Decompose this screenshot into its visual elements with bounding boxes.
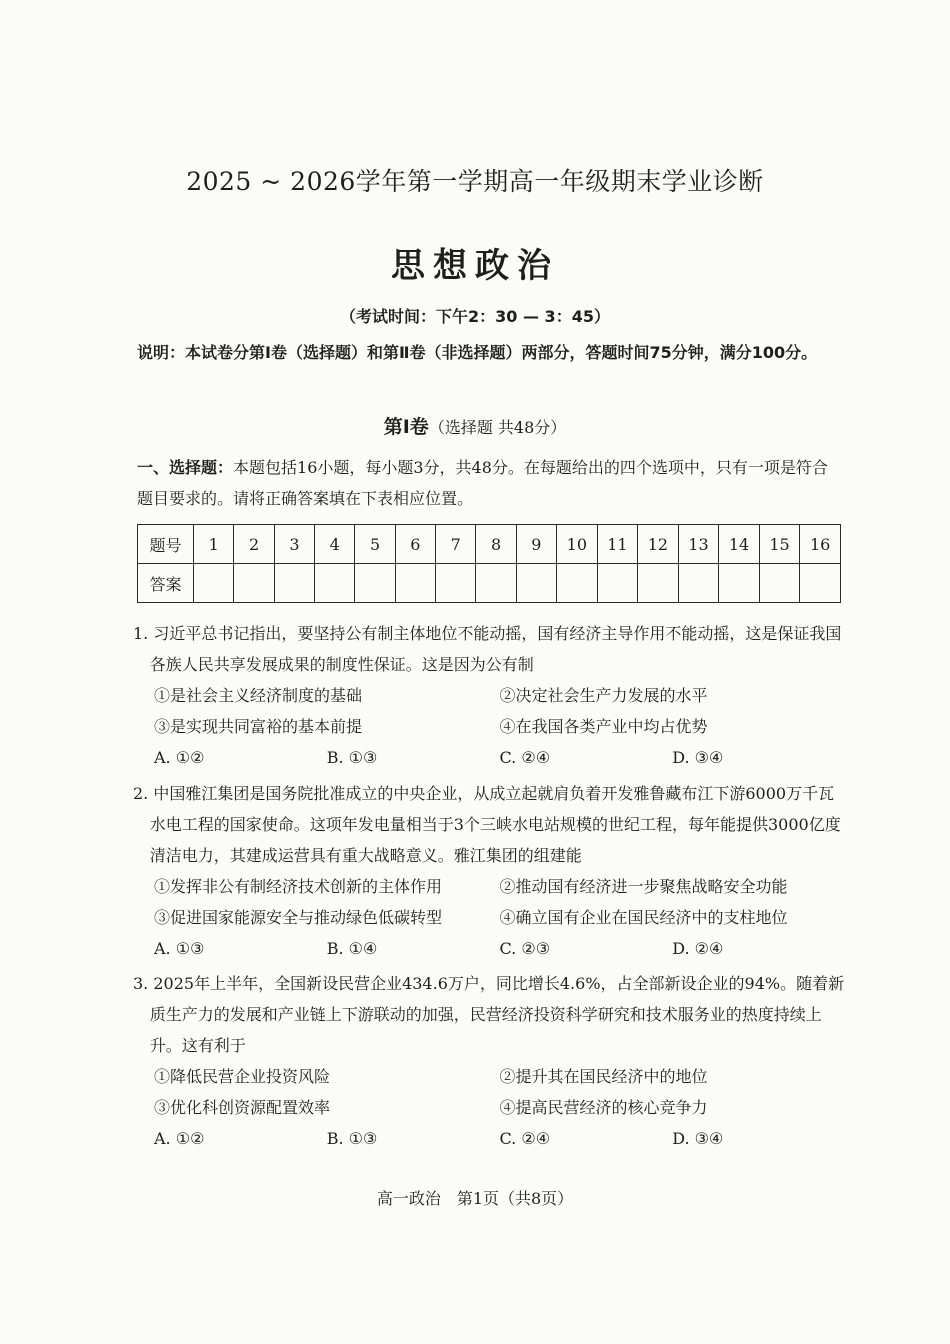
question-number-cell: 4 bbox=[315, 525, 355, 564]
choice-b[interactable]: B. ①④ bbox=[326, 939, 378, 958]
statement-options bbox=[133, 871, 845, 933]
answer-cell[interactable] bbox=[557, 564, 598, 603]
statement-option: ③促进国家能源安全与推动绿色低碳转型 bbox=[154, 908, 443, 927]
choice-c[interactable]: C. ②③ bbox=[499, 939, 551, 958]
question-2 bbox=[133, 778, 845, 964]
answer-cell[interactable] bbox=[800, 564, 841, 603]
question-stem: 3. 2025年上半年，全国新设民营企业434.6万户，同比增长4.6%，占全部新设企业的94%。随着新质生产力的发展和产业链上下游联动的加强，民营经济投资科学研究和技术服务业的热度持续上升。这有利于 bbox=[133, 974, 845, 1055]
choice-a[interactable]: A. ①③ bbox=[154, 939, 205, 958]
instruction-text: 本题包括16小题，每小题3分，共48分。在每题给出的四个选项中，只有一项是符合题目要求的。请将正确答案填在下表相应位置。 bbox=[137, 458, 828, 508]
exam-time: （考试时间：下午2：30 — 3：45） bbox=[340, 307, 610, 326]
section-heading bbox=[0, 412, 950, 439]
question-number-cell: 5 bbox=[355, 525, 395, 564]
statement-option: ①发挥非公有制经济技术创新的主体作用 bbox=[154, 877, 443, 896]
statement-option: ②提升其在国民经济中的地位 bbox=[499, 1067, 708, 1086]
answer-cell[interactable] bbox=[597, 564, 638, 603]
answer-cell[interactable] bbox=[638, 564, 679, 603]
instruction-lead: 一、选择题： bbox=[137, 458, 234, 477]
row-label-answer: 答案 bbox=[138, 564, 194, 603]
statement-option: ①是社会主义经济制度的基础 bbox=[154, 686, 363, 705]
question-number-cell: 9 bbox=[516, 525, 556, 564]
answer-cell[interactable] bbox=[516, 564, 556, 603]
statement-options bbox=[133, 680, 845, 742]
answer-cell[interactable] bbox=[355, 564, 395, 603]
question-number-cell: 7 bbox=[436, 525, 476, 564]
question-number-cell: 6 bbox=[395, 525, 435, 564]
question-stem: 2. 中国雅江集团是国务院批准成立的中央企业，从成立起就肩负着开发雅鲁藏布江下游6000万千瓦水电工程的国家使命。这项年发电量相当于3个三峡水电站规模的世纪工程，每年能提供3000亿度清洁电力，其建成运营具有重大战略意义。雅江集团的组建能 bbox=[133, 784, 841, 865]
choice-a[interactable]: A. ①② bbox=[154, 748, 205, 767]
question-number-cell: 14 bbox=[719, 525, 760, 564]
question-number-cell: 16 bbox=[800, 525, 841, 564]
statement-options bbox=[133, 1061, 845, 1123]
question-number-cell: 10 bbox=[557, 525, 598, 564]
exam-note: 说明：本试卷分第Ⅰ卷（选择题）和第Ⅱ卷（非选择题）两部分，答题时间75分钟，满分100分。 bbox=[137, 343, 818, 362]
statement-option: ④提高民营经济的核心竞争力 bbox=[499, 1098, 708, 1117]
question-number-cell: 13 bbox=[678, 525, 719, 564]
answer-choices bbox=[133, 1123, 845, 1154]
answer-cell[interactable] bbox=[234, 564, 274, 603]
choice-d[interactable]: D. ③④ bbox=[672, 748, 724, 767]
answer-cell[interactable] bbox=[194, 564, 234, 603]
choice-b[interactable]: B. ①③ bbox=[326, 748, 378, 767]
answer-cell[interactable] bbox=[315, 564, 355, 603]
exam-title: 2025 ~ 2026学年第一学期高一年级期末学业诊断 bbox=[186, 167, 764, 196]
section-instructions bbox=[137, 452, 843, 514]
statement-option: ④确立国有企业在国民经济中的支柱地位 bbox=[499, 908, 788, 927]
question-number-cell: 8 bbox=[476, 525, 516, 564]
subject-title: 思想政治 bbox=[391, 246, 559, 286]
question-stem: 1. 习近平总书记指出，要坚持公有制主体地位不能动摇，国有经济主导作用不能动摇，这是保证我国各族人民共享发展成果的制度性保证。这是因为公有制 bbox=[133, 624, 842, 674]
question-number-cell: 15 bbox=[759, 525, 800, 564]
choice-a[interactable]: A. ①② bbox=[154, 1129, 205, 1148]
answer-table-number-row bbox=[138, 525, 841, 564]
answer-table-answer-row bbox=[138, 564, 841, 603]
statement-option: ③是实现共同富裕的基本前提 bbox=[154, 717, 363, 736]
choice-b[interactable]: B. ①③ bbox=[326, 1129, 378, 1148]
page-footer: 高一政治 第1页（共8页） bbox=[376, 1189, 574, 1208]
answer-choices bbox=[133, 933, 845, 964]
answer-choices bbox=[133, 742, 845, 773]
question-number-cell: 1 bbox=[194, 525, 234, 564]
row-label-number: 题号 bbox=[138, 525, 194, 564]
question-number-cell: 2 bbox=[234, 525, 274, 564]
answer-cell[interactable] bbox=[476, 564, 516, 603]
answer-table bbox=[137, 524, 841, 603]
choice-d[interactable]: D. ③④ bbox=[672, 1129, 724, 1148]
answer-cell[interactable] bbox=[719, 564, 760, 603]
answer-cell[interactable] bbox=[395, 564, 435, 603]
choice-d[interactable]: D. ②④ bbox=[672, 939, 724, 958]
statement-option: ③优化科创资源配置效率 bbox=[154, 1098, 331, 1117]
answer-cell[interactable] bbox=[436, 564, 476, 603]
choice-c[interactable]: C. ②④ bbox=[499, 748, 551, 767]
statement-option: ①降低民营企业投资风险 bbox=[154, 1067, 331, 1086]
answer-cell[interactable] bbox=[274, 564, 314, 603]
section-title: 第Ⅰ卷 bbox=[383, 416, 429, 438]
answer-cell[interactable] bbox=[678, 564, 719, 603]
question-1 bbox=[133, 618, 845, 773]
statement-option: ②推动国有经济进一步聚焦战略安全功能 bbox=[499, 877, 788, 896]
statement-option: ②决定社会生产力发展的水平 bbox=[499, 686, 708, 705]
question-number-cell: 3 bbox=[274, 525, 314, 564]
question-number-cell: 12 bbox=[638, 525, 679, 564]
choice-c[interactable]: C. ②④ bbox=[499, 1129, 551, 1148]
section-subtitle: （选择题 共48分） bbox=[428, 418, 567, 437]
question-number-cell: 11 bbox=[597, 525, 638, 564]
question-3 bbox=[133, 968, 845, 1154]
statement-option: ④在我国各类产业中均占优势 bbox=[499, 717, 708, 736]
answer-cell[interactable] bbox=[759, 564, 800, 603]
